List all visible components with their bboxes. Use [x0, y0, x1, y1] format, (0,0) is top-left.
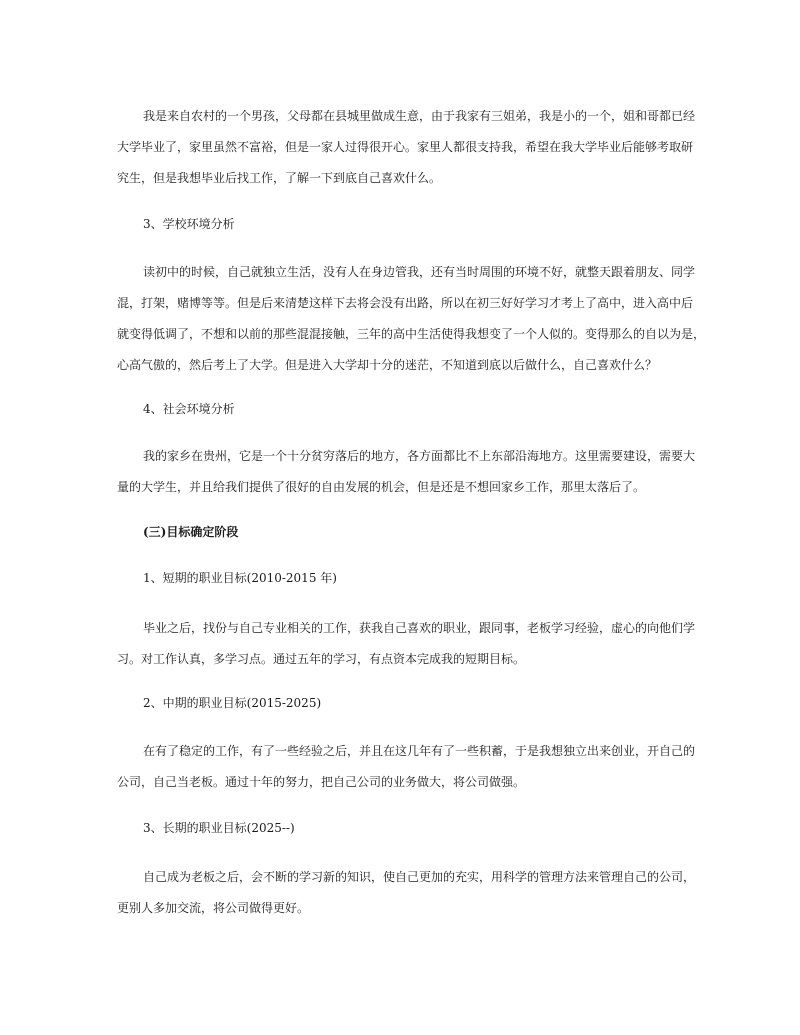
paragraph-long-term-goal	[117, 862, 696, 924]
paragraph-line: 大学毕业了，家里虽然不富裕，但是一家人过得很开心。家里人都很支持我，希望在我大学毕业后能够考取研	[117, 140, 694, 154]
paragraph-line: 心高气傲的，然后考上了大学。但是进入大学却十分的迷茫，不知道到底以后做什么，自己喜欢什么？	[117, 358, 658, 372]
paragraph-mid-term-goal	[117, 736, 696, 798]
paragraph-family-background	[117, 101, 696, 194]
paragraph-line: 量的大学生，并且给我们提供了很好的自由发展的机会，但是还是不想回家乡工作，那里太落后了。	[117, 480, 646, 494]
paragraph-line: 毕业之后，找份与自己专业相关的工作，获我自己喜欢的职业，跟同事，老板学习经验，虚心的向他们学	[143, 621, 696, 635]
section-heading-goal-setting: (三)目标确定阶段	[143, 525, 239, 539]
paragraph-line: 究生，但是我想毕业后找工作，了解一下到底自己喜欢什么。	[117, 171, 442, 185]
paragraph-line: 公司，自己当老板。通过十年的努力，把自己公司的业务做大，将公司做强。	[117, 775, 526, 789]
paragraph-line: 自己成为老板之后，会不断的学习新的知识，使自己更加的充实，用科学的管理方法来管理自己的公司，	[143, 870, 696, 884]
paragraph-line: 我的家乡在贵州，它是一个十分贫穷落后的地方，各方面都比不上东部沿海地方。这里需要建设，需要大	[143, 449, 696, 463]
paragraph-line: 更别人多加交流，将公司做得更好。	[117, 901, 310, 915]
heading-social-environment: 4、社会环境分析	[143, 402, 235, 416]
heading-school-environment: 3、学校环境分析	[143, 217, 235, 231]
paragraph-line: 我是来自农村的一个男孩，父母都在县城里做成生意，由于我家有三姐弟，我是小的一个，姐和哥都已经	[143, 109, 696, 123]
paragraph-line: 混，打架，赌博等等。但是后来清楚这样下去将会没有出路，所以在初三好好学习才考上了高中，进入高中后	[117, 296, 694, 310]
paragraph-short-term-goal	[117, 613, 696, 675]
paragraph-line: 读初中的时候，自己就独立生活，没有人在身边管我，还有当时周围的环境不好，就整天跟着朋友、同学	[143, 265, 696, 279]
heading-short-term-goal: 1、短期的职业目标(2010-2015 年)	[143, 571, 337, 585]
heading-long-term-goal: 3、长期的职业目标(2025--)	[143, 821, 295, 835]
paragraph-social-environment	[117, 441, 696, 503]
paragraph-school-environment	[117, 257, 706, 381]
paragraph-line: 习。对工作认真，多学习点。通过五年的学习，有点资本完成我的短期目标。	[117, 652, 526, 666]
heading-mid-term-goal: 2、中期的职业目标(2015-2025)	[143, 696, 322, 710]
paragraph-line: 在有了稳定的工作，有了一些经验之后，并且在这几年有了一些积蓄，于是我想独立出来创业，开自己的	[143, 744, 696, 758]
paragraph-line: 就变得低调了，不想和以前的那些混混接触，三年的高中生活使得我想变了一个人似的。变得那么的自以为是，	[117, 327, 706, 341]
